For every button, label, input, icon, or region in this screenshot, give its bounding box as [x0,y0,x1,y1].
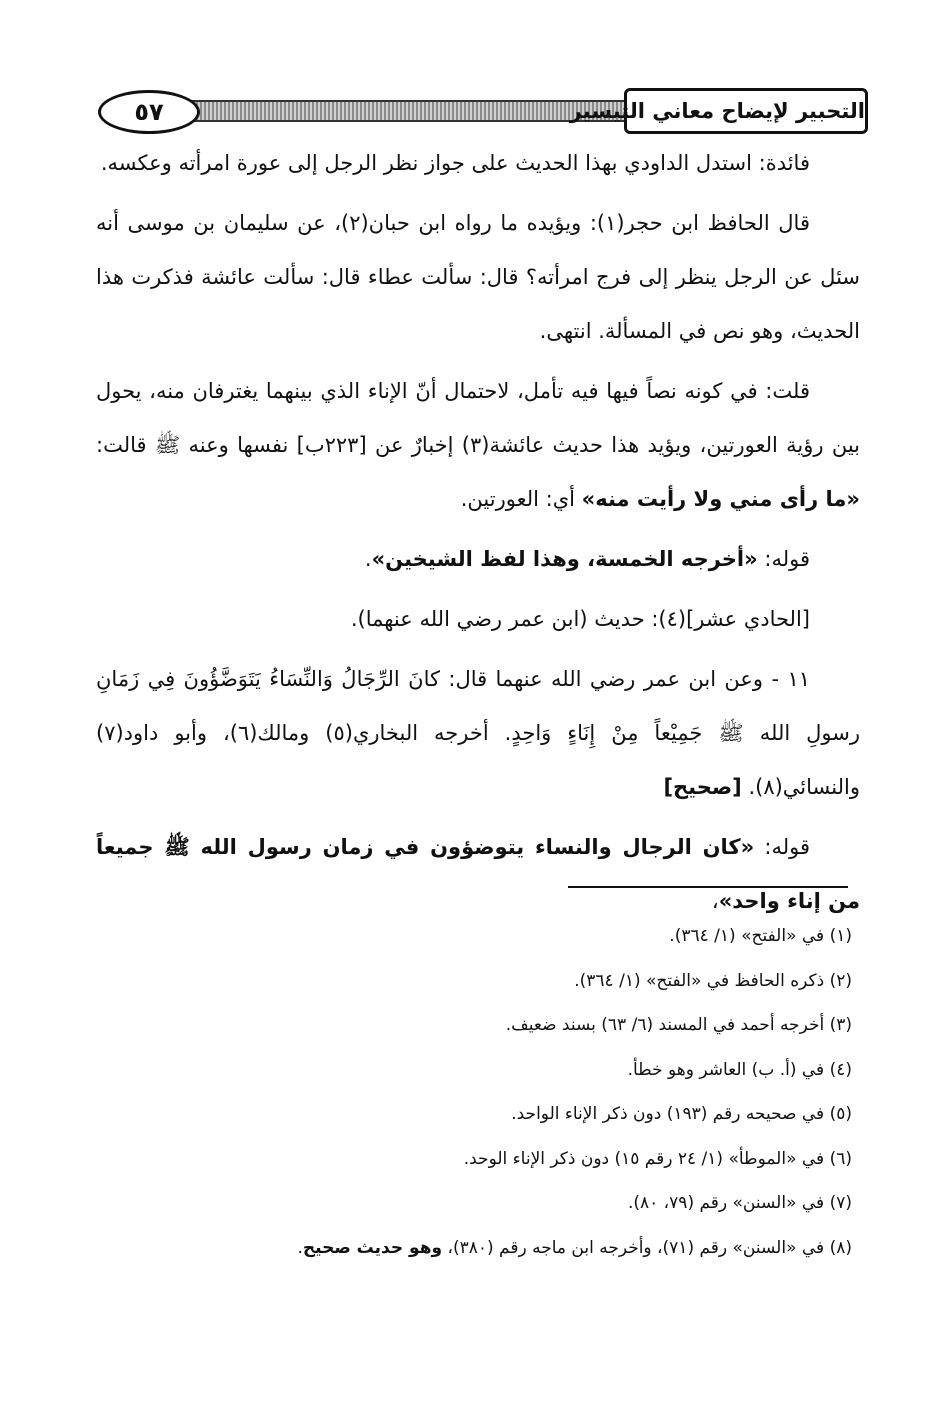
paragraph-comment-text: قلت: في كونه نصاً فيها فيه تأمل، لاحتمال أنّ الإناء الذي بينهما يغترفان منه، يحول بين رؤية العورتين، ويؤيد هذا حديث عائشة(٣) إخبارٌ عن [٢٢٣ب] نفسها وعنه ﷺ قالت: [96,379,860,457]
footnote-item: (٢) ذكره الحافظ في «الفتح» (١/ ٣٦٤). [574,970,852,991]
footnote-item [100,1226,852,1271]
paragraph-ibn-hajar: قال الحافظ ابن حجر(١): ويؤيده ما رواه ابن حبان(٢)، عن سليمان بن موسى أنه سئل عن الرجل ينظر إلى فرج امرأته؟ قال: سألت عطاء قال: سألت عائشة فذكرت هذا الحديث، وهو نص في المسألة. انتهى. [96,211,860,343]
footnote-item: (٤) في (أ. ب) العاشر وهو خطأ. [627,1059,852,1080]
hadith-grade: [صحيح] [663,775,742,799]
quoted-hadith: «ما رأى مني ولا رأيت منه» [581,487,860,511]
footnote-item: (٥) في صحيحه رقم (١٩٣) دون ذكر الإناء الواحد. [511,1104,852,1124]
footnote-divider [568,886,848,888]
commentary-lead: قوله: [754,835,810,859]
takhrij-end: . [364,547,372,571]
hadith-text [96,652,860,814]
main-text [96,136,860,934]
footnote-grade: وهو حديث صحيح [302,1237,443,1258]
paragraph-benefit: فائدة: استدل الداودي بهذا الحديث على جواز نظر الرجل إلى عورة امرأته وعكسه. [100,151,810,175]
page-header [98,88,868,132]
commentary-end: ، [711,889,719,913]
takhrij-quote: «أخرجه الخمسة، وهذا لفظ الشيخين» [371,547,758,571]
takhrij-lead: قوله: [757,547,810,571]
paragraph-commentary [96,820,860,928]
footnote-item: (٧) في «السنن» رقم (٧٩، ٨٠). [627,1193,852,1213]
footnotes [100,914,852,1270]
hadith-body: ١١ - وعن ابن عمر رضي الله عنهما قال: كانَ الرِّجَالُ وَالنِّسَاءُ يَتَوَضَّؤُونَ فِي زَمَانِ رسولِ الله ﷺ جَمِيْعاً مِنْ إِنَاءٍ وَاحِدٍ. أخرجه البخاري(٥) ومالك(٦)، وأبو داود(٧) والنسائي(٨). [96,667,860,799]
section-heading: [الحادي عشر](٤): حديث (ابن عمر رضي الله عنهما). [350,607,810,631]
book-title: التحبير لإيضاح معاني التيسير [624,88,868,134]
paragraph-comment [96,364,860,526]
footnote-item: (١) في «الفتح» (١/ ٣٦٤). [669,926,852,946]
paragraph-takhrij [96,532,860,586]
header-decorative-band [168,100,638,122]
footnote-end: . [297,1237,303,1258]
paragraph-comment-end: أي: العورتين. [460,487,582,511]
footnote-item: (٦) في «الموطأ» (١/ ٢٤ رقم ١٥) دون ذكر الإناء الوحد. [463,1148,852,1169]
commentary-quote: «كان الرجال والنساء يتوضؤون في زمان رسول الله ﷺ جميعاً من إناء واحد» [96,835,860,913]
footnote-item: (٣) أخرجه أحمد في المسند (٦/ ٦٣) بسند ضعيف. [505,1015,852,1035]
page-number: ٥٧ [98,90,200,134]
footnote-text: (٨) في «السنن» رقم (٧١)، وأخرجه ابن ماجه رقم (٣٨٠)، [442,1237,852,1258]
